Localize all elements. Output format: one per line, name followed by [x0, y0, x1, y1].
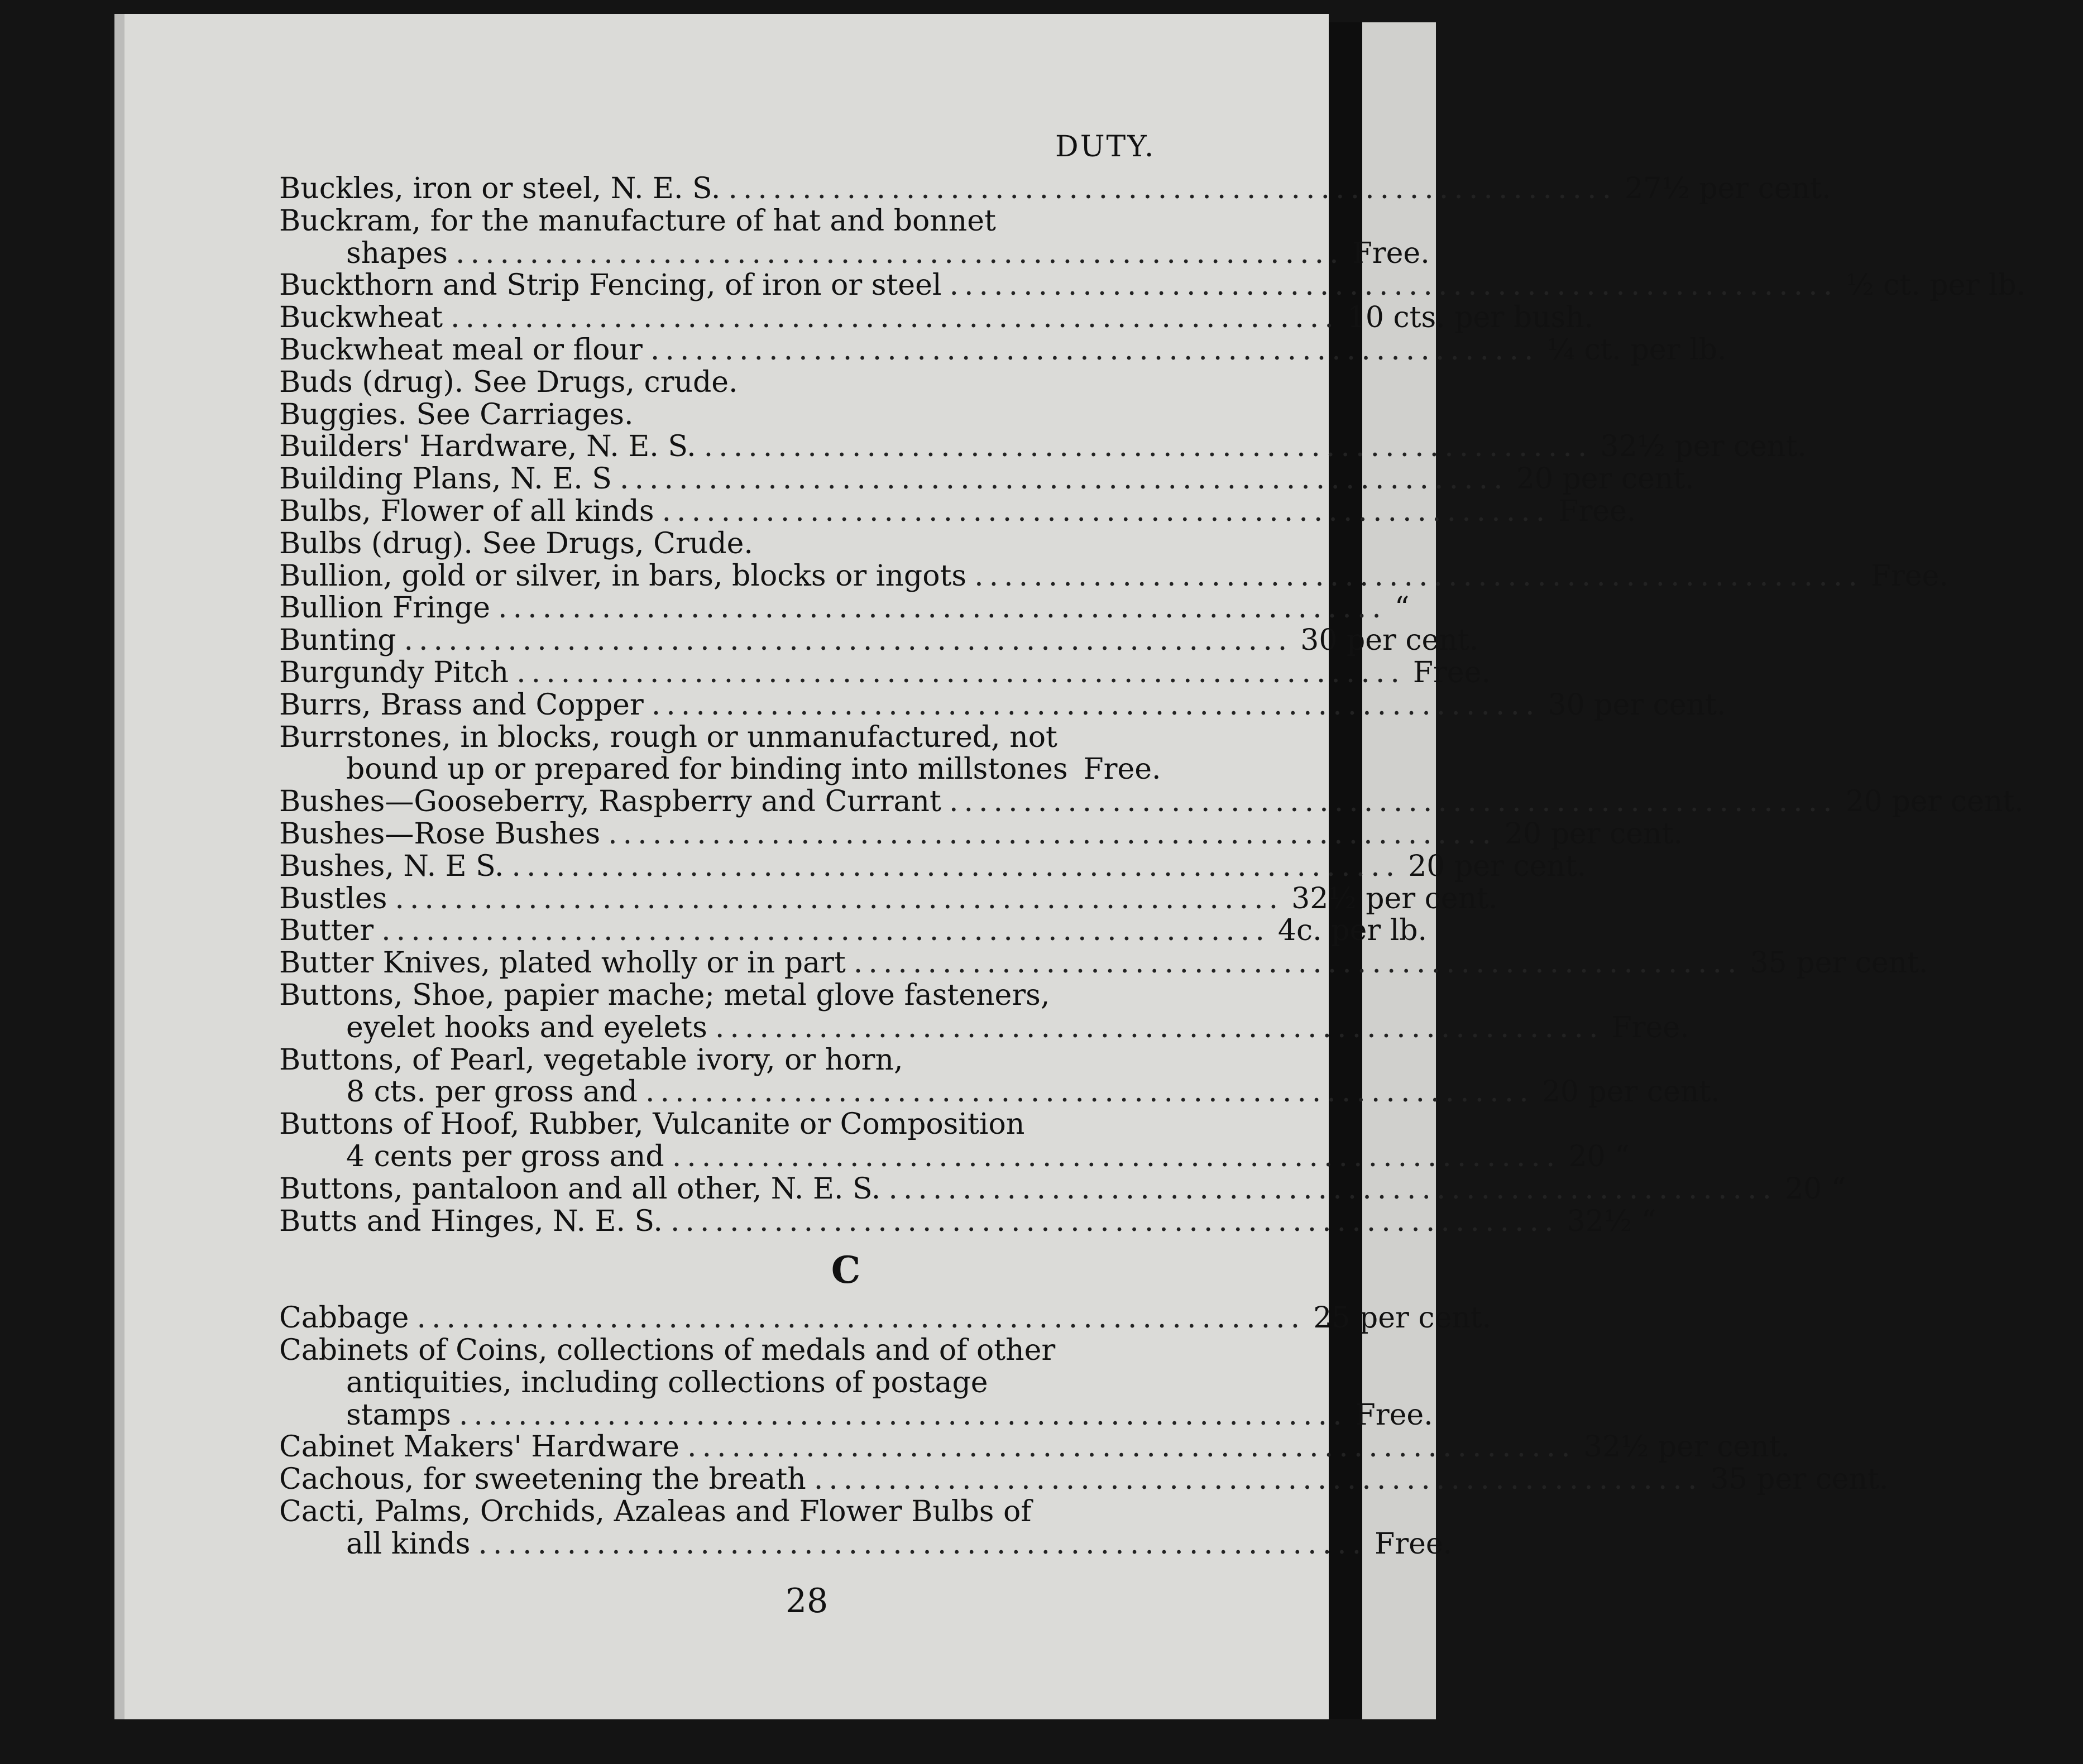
tariff-entry	[279, 688, 1726, 722]
entry-duty: 4c. per lb.	[1277, 914, 1428, 948]
leader-dots: ............................................................	[478, 1527, 1367, 1561]
entry-duty: 27½ per cent.	[1625, 172, 1831, 205]
tariff-entry	[279, 1463, 1889, 1497]
entries-c	[279, 1301, 1889, 1561]
entry-duty: 32½ per cent.	[1291, 881, 1498, 915]
leader-dots: ............................................................	[650, 333, 1539, 367]
entry-name: Bushes—Gooseberry, Raspberry and Currant	[279, 785, 941, 819]
entry-duty: 32½ per cent.	[1583, 1430, 1790, 1464]
entry-text-line: Buttons, of Pearl, vegetable ivory, or horn,	[279, 1043, 903, 1077]
tariff-entry	[279, 1139, 1630, 1173]
tariff-entry	[279, 785, 2024, 819]
entry-name: all kinds	[346, 1527, 471, 1561]
entry-text-line: antiquities, including collections of postage	[346, 1365, 988, 1399]
entry-name: stamps	[346, 1398, 451, 1432]
leader-dots: ............................................................	[498, 591, 1387, 625]
entry-duty: ½ ct. per lb.	[1846, 269, 2026, 303]
leader-dots: ............................................................	[451, 301, 1339, 335]
entry-text-line: Buttons, Shoe, papier mache; metal glove fasteners,	[279, 978, 1050, 1012]
leader-dots: ............................................................	[974, 559, 1863, 593]
entry-duty: 20 per cent.	[1845, 785, 2024, 819]
tariff-entry	[279, 172, 1831, 205]
entry-duty: 32½ “	[1567, 1204, 1656, 1238]
tariff-entry	[279, 430, 1807, 464]
leader-dots: ............................................................	[715, 1010, 1604, 1044]
entry-duty: “	[1394, 591, 1410, 625]
entry-name: 8 cts. per gross and	[346, 1075, 638, 1109]
entry-duty: 25 per cent.	[1313, 1301, 1492, 1335]
entry-duty: Free.	[1558, 494, 1636, 528]
entries-container	[279, 172, 2026, 1561]
entry-name: Bushes—Rose Bushes	[279, 817, 601, 851]
tariff-entry	[279, 914, 1428, 948]
entry-text-line: Cabinets of Coins, collections of medals and of other	[279, 1334, 1056, 1368]
entry-name: Buckthorn and Strip Fencing, of iron or steel	[279, 269, 942, 303]
entry-name: Buckwheat	[279, 301, 443, 335]
tariff-entry	[279, 333, 1727, 367]
leader-dots: ............................................................	[645, 1075, 1534, 1109]
tariff-entry	[279, 367, 1234, 399]
entry-name: Butts and Hinges, N. E. S.	[279, 1204, 663, 1238]
entry-duty: 20 per cent.	[1516, 462, 1694, 496]
entry-duty: 20 “	[1568, 1139, 1630, 1173]
leader-dots: ............................................................	[516, 655, 1405, 689]
entry-name: Buggies. See Carriages.	[279, 397, 634, 432]
leader-dots: ............................................................	[458, 1398, 1348, 1432]
entry-duty: 20 per cent.	[1408, 849, 1587, 883]
entry-duty: Free.	[1352, 236, 1430, 270]
entry-name: Bulbs (drug). See Drugs, Crude.	[279, 526, 753, 560]
entry-name: Cabinet Makers' Hardware	[279, 1430, 679, 1464]
leader-dots: ............................................................	[949, 785, 1838, 819]
tariff-entry	[279, 462, 1694, 496]
leader-dots: ............................................................	[395, 881, 1284, 915]
tariff-entry	[279, 528, 1234, 560]
entry-name: Bullion Fringe	[279, 591, 491, 625]
entry-duty: 35 per cent.	[1710, 1463, 1889, 1497]
tariff-entry	[279, 655, 1491, 689]
entry-duty: 32½ per cent.	[1600, 430, 1807, 464]
tariff-entry	[279, 1204, 1656, 1238]
tariff-entry	[279, 1172, 1846, 1206]
section-letter-c: C	[831, 1248, 861, 1292]
entry-duty: 20 “	[1785, 1172, 1846, 1206]
tariff-entry	[279, 399, 1234, 432]
tariff-entry	[279, 624, 1479, 658]
entry-name: Burgundy Pitch	[279, 655, 509, 689]
entry-duty: ¼ ct. per lb.	[1546, 333, 1727, 367]
entry-name: Buckles, iron or steel, N. E. S.	[279, 172, 721, 205]
entry-name: Buds (drug). See Drugs, crude.	[279, 365, 738, 399]
entry-name: Buttons, pantaloon and all other, N. E. S.	[279, 1172, 881, 1206]
leader-dots: ............................................................	[703, 430, 1593, 464]
entry-duty: Free.	[1375, 1527, 1453, 1561]
leader-dots: ............................................................	[687, 1430, 1576, 1464]
leader-dots: ............................................................	[949, 269, 1838, 303]
entry-name: Butter Knives, plated wholly or in part	[279, 946, 846, 980]
tariff-entry	[279, 1527, 1453, 1561]
entry-name: Builders' Hardware, N. E. S.	[279, 430, 696, 464]
tariff-entry	[279, 849, 1587, 883]
entry-duty: 10 cts. per bush.	[1347, 301, 1594, 335]
tariff-entry	[279, 1075, 1720, 1109]
entry-name: shapes	[346, 236, 448, 270]
entry-duty: Free.	[1611, 1010, 1689, 1044]
tariff-entry	[279, 1430, 1790, 1464]
entry-name: Bushes, N. E S.	[279, 849, 504, 883]
entry-name: Butter	[279, 914, 374, 948]
tariff-entry	[279, 1398, 1433, 1432]
entry-name: bound up or prepared for binding into millstones	[346, 752, 1068, 787]
tariff-entry	[279, 559, 1948, 593]
entry-name: eyelet hooks and eyelets	[346, 1010, 707, 1044]
leader-dots: ............................................................	[853, 946, 1742, 980]
leader-dots: ............................................................	[381, 914, 1270, 948]
entry-name: Building Plans, N. E. S	[279, 462, 612, 496]
leader-dots: ............................................................	[728, 172, 1617, 205]
leader-dots: ............................................................	[416, 1301, 1306, 1335]
tariff-entry	[279, 754, 1234, 786]
entry-text-line: Buttons of Hoof, Rubber, Vulcanite or Composition	[279, 1108, 1025, 1142]
entry-text-line: Buckram, for the manufacture of hat and bonnet	[279, 204, 996, 238]
leader-dots: ............................................................	[670, 1204, 1559, 1238]
tariff-entry	[279, 269, 2026, 303]
page-number: 28	[785, 1581, 829, 1621]
entry-duty: Free.	[1355, 1398, 1433, 1432]
entry-name: Cabbage	[279, 1301, 409, 1335]
tariff-entry	[279, 1010, 1689, 1044]
leader-dots: ............................................................	[455, 236, 1344, 270]
entry-name: 4 cents per gross and	[346, 1139, 664, 1173]
leader-dots: ............................................................	[672, 1139, 1561, 1173]
tariff-entry	[279, 946, 1928, 980]
entry-duty: 30 per cent.	[1548, 688, 1726, 722]
entry-duty: 20 per cent.	[1541, 1075, 1720, 1109]
leader-dots: ............................................................	[511, 849, 1401, 883]
leader-dots: ............................................................	[662, 494, 1551, 528]
entry-duty: 30 per cent.	[1300, 624, 1479, 658]
entry-text-line: Burrstones, in blocks, rough or unmanufactured, not	[279, 720, 1057, 754]
leader-dots: ............................................................	[888, 1172, 1778, 1206]
entry-duty: Free.	[1083, 752, 1161, 787]
tariff-entry	[279, 494, 1636, 528]
entry-name: Bullion, gold or silver, in bars, blocks or ingots	[279, 559, 967, 593]
entry-name: Buckwheat meal or flour	[279, 333, 643, 367]
entry-duty: 35 per cent.	[1750, 946, 1928, 980]
entry-text-line: Cacti, Palms, Orchids, Azaleas and Flower Bulbs of	[279, 1495, 1032, 1529]
entry-name: Bustles	[279, 881, 387, 915]
tariff-entry	[279, 301, 1594, 335]
tariff-entry	[279, 236, 1430, 270]
leader-dots: ............................................................	[619, 462, 1509, 496]
leader-dots: ............................................................	[608, 817, 1497, 851]
entry-duty: 20 per cent.	[1504, 817, 1683, 851]
leader-dots: ............................................................	[404, 624, 1293, 658]
tariff-entry	[279, 817, 1683, 851]
leader-dots: ............................................................	[813, 1463, 1703, 1497]
tariff-entry	[279, 881, 1498, 915]
entry-name: Burrs, Brass and Copper	[279, 688, 644, 722]
entry-name: Cachous, for sweetening the breath	[279, 1463, 806, 1497]
tariff-entry	[279, 1301, 1492, 1335]
tariff-entry	[279, 591, 1410, 625]
duty-column-heading: DUTY.	[1055, 130, 1156, 164]
entry-duty: Free.	[1870, 559, 1948, 593]
leader-dots: ............................................................	[651, 688, 1540, 722]
entry-name: Bulbs, Flower of all kinds	[279, 494, 654, 528]
entry-name: Bunting	[279, 624, 396, 658]
entries-b	[279, 172, 2026, 1238]
entry-duty: Free.	[1412, 655, 1491, 689]
